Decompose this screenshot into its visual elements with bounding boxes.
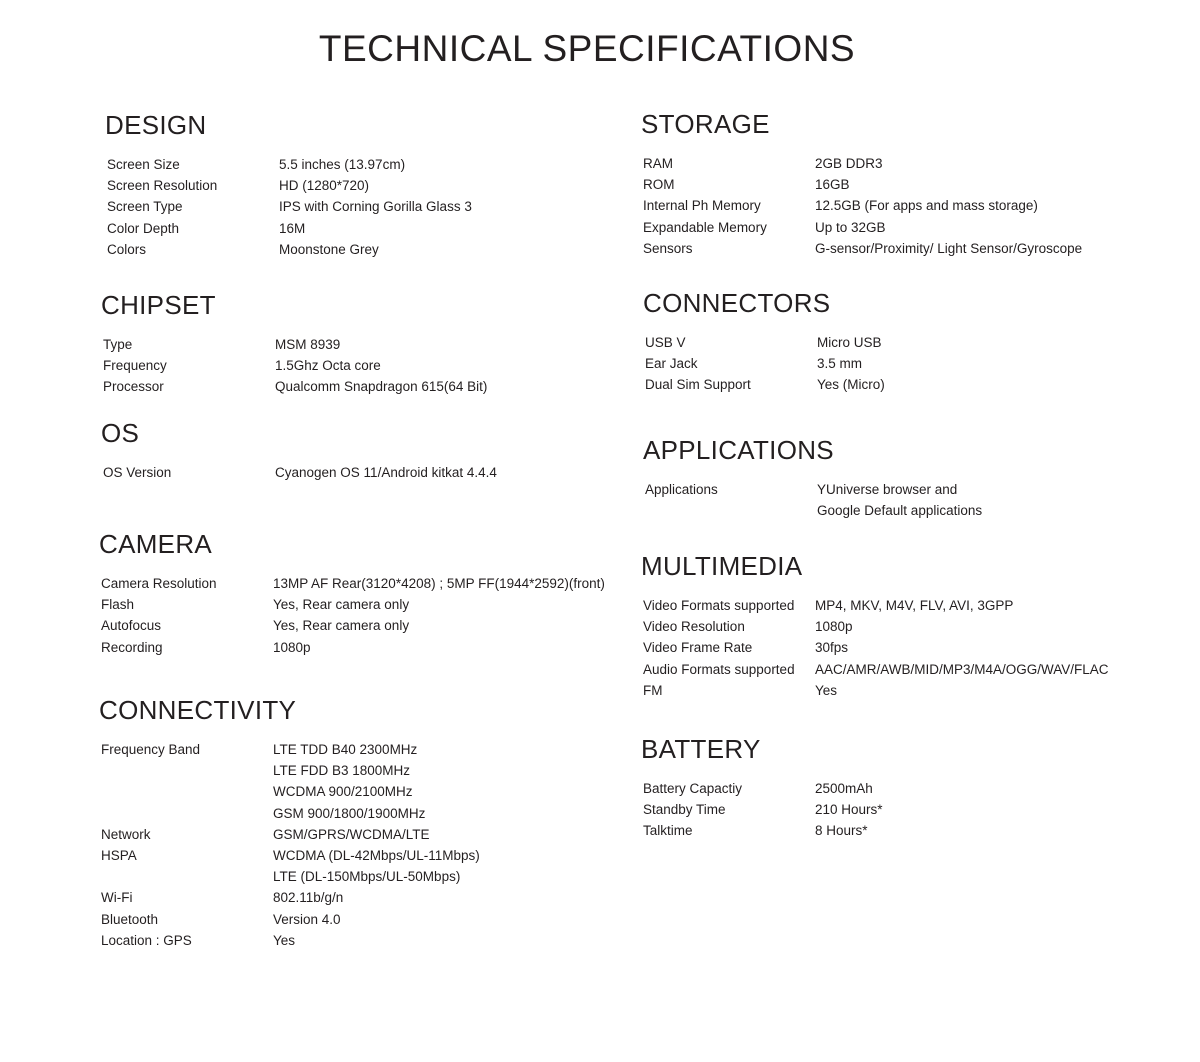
spec-value — [273, 573, 621, 594]
spec-value-line: MSM 8939 — [275, 337, 341, 352]
spec-label: Camera Resolution — [101, 576, 217, 591]
spec-value-line: Cyanogen OS 11/Android kitkat 4.4.4 — [275, 465, 497, 480]
spec-value-line: LTE FDD B3 1800MHz — [273, 763, 411, 779]
section-applications — [645, 435, 1125, 521]
spec-value-line: GSM 900/1800/1900MHz — [273, 805, 426, 821]
spec-value-line: 16M — [279, 220, 306, 236]
spec-label: Frequency — [103, 358, 167, 374]
spec-value-line: Yes, Rear camera only — [273, 618, 410, 634]
spec-label: Dual Sim Support — [645, 377, 751, 393]
spec-value-line: 12.5GB (For apps and mass storage) — [815, 198, 1038, 214]
spec-label: Color Depth — [107, 220, 180, 236]
spec-row — [103, 376, 583, 397]
spec-row — [107, 218, 587, 239]
spec-label: USB V — [645, 335, 686, 350]
spec-label: Colors — [107, 241, 147, 257]
spec-value-line: IPS with Corning Gorilla Glass 3 — [279, 199, 472, 215]
spec-label: Screen Size — [107, 157, 180, 172]
spec-row — [103, 462, 583, 483]
spec-row — [643, 153, 1143, 174]
spec-label: Bluetooth — [101, 911, 159, 927]
spec-label: Expandable Memory — [643, 219, 767, 235]
spec-value — [815, 680, 1163, 701]
section-heading-storage: STORAGE — [641, 109, 770, 139]
spec-value-line: GSM/GPRS/WCDMA/LTE — [273, 826, 430, 842]
spec-value — [815, 174, 1143, 195]
spec-value-line: 2GB DDR3 — [815, 156, 883, 171]
spec-value-line: Version 4.0 — [273, 911, 341, 927]
spec-value-line: WCDMA (DL-42Mbps/UL-11Mbps) — [273, 848, 480, 864]
spec-value — [279, 196, 587, 217]
spec-value — [817, 374, 1125, 395]
section-camera — [101, 529, 621, 658]
spec-value — [815, 616, 1163, 637]
spec-value — [273, 845, 581, 887]
spec-row — [101, 594, 621, 615]
spec-value — [275, 376, 583, 397]
spec-row — [643, 195, 1143, 216]
spec-label: Wi-Fi — [101, 890, 133, 906]
spec-label: Applications — [645, 482, 718, 497]
spec-value-line: 802.11b/g/n — [273, 890, 344, 906]
spec-row — [107, 175, 587, 196]
spec-value — [279, 175, 587, 196]
spec-value — [275, 462, 583, 483]
spec-row — [103, 355, 583, 376]
spec-label: Audio Formats supported — [643, 661, 795, 677]
spec-row — [643, 799, 1123, 820]
spec-value-line: HD (1280*720) — [279, 178, 370, 194]
spec-value-line: 8 Hours* — [815, 823, 868, 839]
spec-row — [643, 637, 1163, 658]
section-chipset — [103, 290, 583, 398]
spec-row — [101, 637, 621, 658]
spec-label: Talktime — [643, 823, 693, 839]
spec-row — [645, 374, 1125, 395]
spec-value-line: Moonstone Grey — [279, 241, 379, 257]
spec-label: Screen Resolution — [107, 178, 218, 194]
spec-value — [815, 238, 1143, 259]
spec-row — [103, 334, 583, 355]
spec-label: Location : GPS — [101, 932, 192, 948]
spec-value-line: Yes — [815, 682, 838, 698]
spec-value-line: WCDMA 900/2100MHz — [273, 784, 413, 800]
spec-label: Autofocus — [101, 618, 162, 634]
spec-row — [101, 739, 581, 824]
spec-row — [645, 353, 1125, 374]
spec-value — [815, 195, 1143, 216]
spec-value — [815, 659, 1163, 680]
spec-label: ROM — [643, 177, 675, 193]
spec-label: Network — [101, 826, 151, 842]
spec-value-line: Qualcomm Snapdragon 615(64 Bit) — [275, 379, 488, 395]
spec-row — [643, 778, 1123, 799]
spec-row — [101, 930, 581, 951]
spec-value-line: 1080p — [815, 619, 853, 635]
spec-value — [273, 930, 581, 951]
section-heading-camera: CAMERA — [99, 529, 213, 559]
spec-row — [101, 845, 581, 887]
spec-label: Processor — [103, 379, 164, 395]
spec-label: Recording — [101, 639, 163, 655]
spec-label: Frequency Band — [101, 742, 201, 757]
spec-value-line: AAC/AMR/AWB/MID/MP3/M4A/OGG/WAV/FLAC — [815, 661, 1109, 677]
spec-label: Ear Jack — [645, 356, 698, 372]
spec-label: Video Formats supported — [643, 598, 795, 613]
spec-row — [645, 479, 1125, 521]
spec-label: Video Frame Rate — [643, 640, 753, 656]
spec-row — [101, 824, 581, 845]
spec-value — [817, 332, 1125, 353]
spec-row — [643, 174, 1143, 195]
spec-value — [815, 778, 1123, 799]
spec-value — [273, 739, 581, 824]
spec-row — [101, 887, 581, 908]
spec-row — [643, 595, 1163, 616]
section-design — [107, 110, 587, 260]
section-multimedia — [643, 551, 1163, 701]
spec-value — [815, 820, 1123, 841]
section-heading-design: DESIGN — [105, 110, 207, 140]
spec-label: Standby Time — [643, 802, 726, 818]
spec-row — [107, 196, 587, 217]
spec-label: HSPA — [101, 848, 137, 864]
spec-row — [643, 238, 1143, 259]
spec-label: OS Version — [103, 465, 172, 480]
spec-value-line: 2500mAh — [815, 781, 873, 796]
section-connectors — [645, 288, 1125, 396]
spec-row — [643, 616, 1163, 637]
spec-row — [643, 820, 1123, 841]
spec-value — [273, 594, 621, 615]
spec-value-line: 3.5 mm — [817, 356, 863, 372]
spec-value-line: 13MP AF Rear(3120*4208) ; 5MP FF(1944*2592)(front) — [273, 576, 605, 591]
spec-row — [107, 154, 587, 175]
section-heading-connectivity: CONNECTIVITY — [99, 695, 297, 725]
section-heading-connectors: CONNECTORS — [643, 288, 831, 318]
spec-value — [279, 239, 587, 260]
spec-value-line: Up to 32GB — [815, 219, 886, 235]
spec-value-line: 16GB — [815, 177, 850, 193]
section-heading-os: OS — [101, 418, 140, 448]
spec-value-line: 1080p — [273, 639, 311, 655]
spec-row — [101, 573, 621, 594]
spec-value-line: Yes, Rear camera only — [273, 597, 410, 613]
spec-value — [815, 217, 1143, 238]
page-title: TECHNICAL SPECIFICATIONS — [318, 28, 856, 69]
spec-label: Battery Capactiy — [643, 781, 743, 796]
spec-value-line: 210 Hours* — [815, 802, 883, 818]
spec-value — [817, 479, 1125, 521]
section-battery — [643, 734, 1123, 842]
section-heading-chipset: CHIPSET — [101, 290, 216, 320]
spec-label: Sensors — [643, 240, 693, 256]
spec-value — [273, 824, 581, 845]
spec-value — [273, 637, 621, 658]
spec-value — [273, 615, 621, 636]
spec-row — [645, 332, 1125, 353]
spec-value-line: 1.5Ghz Octa core — [275, 358, 381, 374]
spec-value — [275, 355, 583, 376]
section-storage — [643, 109, 1143, 259]
spec-label: Type — [103, 337, 133, 352]
spec-row — [643, 680, 1163, 701]
section-heading-applications: APPLICATIONS — [643, 435, 834, 465]
spec-value-line: 30fps — [815, 640, 849, 656]
section-os — [103, 418, 583, 483]
section-heading-battery: BATTERY — [641, 734, 761, 764]
spec-label: Flash — [101, 597, 135, 613]
spec-value-line: MP4, MKV, M4V, FLV, AVI, 3GPP — [815, 598, 1014, 613]
spec-value — [275, 334, 583, 355]
section-heading-multimedia: MULTIMEDIA — [641, 551, 803, 581]
spec-value — [815, 799, 1123, 820]
spec-value-line: G-sensor/Proximity/ Light Sensor/Gyroscope — [815, 240, 1083, 256]
spec-value — [273, 909, 581, 930]
spec-value-line: LTE TDD B40 2300MHz — [273, 742, 418, 757]
spec-value — [815, 153, 1143, 174]
spec-value-line: 5.5 inches (13.97cm) — [279, 157, 406, 172]
spec-value — [815, 637, 1163, 658]
spec-label: Screen Type — [107, 199, 183, 215]
section-connectivity — [101, 695, 581, 951]
spec-row — [107, 239, 587, 260]
spec-value-line: Google Default applications — [817, 503, 983, 519]
spec-label: Video Resolution — [643, 619, 745, 635]
spec-value — [279, 218, 587, 239]
spec-value-line: YUniverse browser and — [817, 482, 958, 497]
spec-value-line: Yes — [273, 932, 296, 948]
spec-label: RAM — [643, 156, 673, 171]
spec-value — [279, 154, 587, 175]
spec-row — [643, 659, 1163, 680]
spec-label: Internal Ph Memory — [643, 198, 761, 214]
spec-row — [101, 909, 581, 930]
spec-value — [817, 353, 1125, 374]
spec-value — [815, 595, 1163, 616]
spec-value-line: Micro USB — [817, 335, 882, 350]
spec-label: FM — [643, 682, 663, 698]
spec-value-line: Yes (Micro) — [817, 377, 885, 393]
spec-row — [643, 217, 1143, 238]
spec-row — [101, 615, 621, 636]
spec-value-line: LTE (DL-150Mbps/UL-50Mbps) — [273, 869, 461, 885]
spec-value — [273, 887, 581, 908]
